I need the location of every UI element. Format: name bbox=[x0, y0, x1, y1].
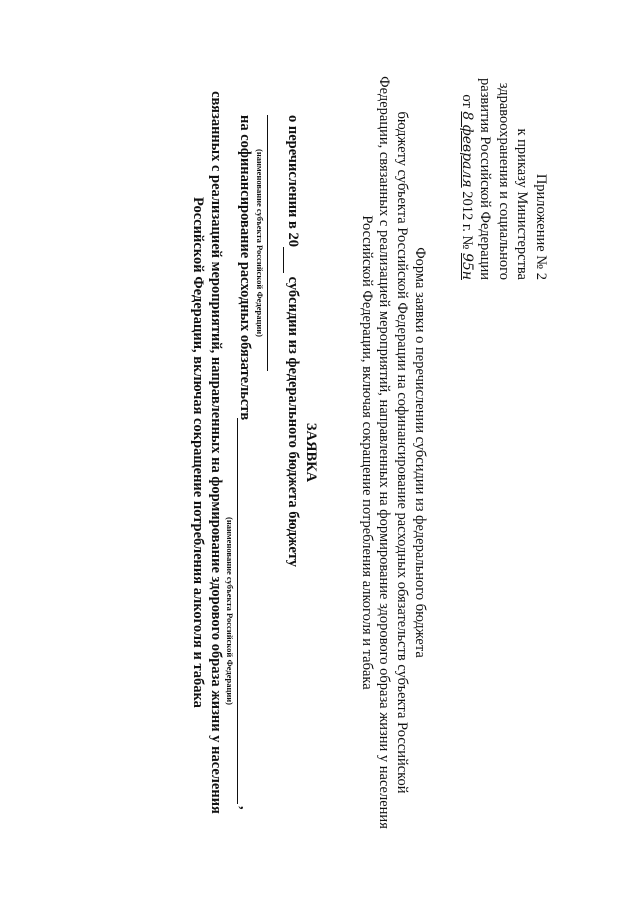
order-year: 2012 г. № bbox=[459, 191, 475, 250]
subject-name-blank-2 bbox=[237, 418, 238, 804]
application-line-1 bbox=[283, 115, 301, 567]
application-line-3: связанных с реализацией мероприятий, направленных на формирование здорового образа жизни у населения bbox=[208, 91, 224, 814]
application-line-4: Российской Федерации, включая сокращение потребления алкоголя и табака bbox=[190, 197, 206, 708]
appendix-line: Приложение № 2 bbox=[533, 173, 549, 280]
application-line-1-end: субсидии из федерального бюджета бюджету bbox=[285, 276, 301, 567]
form-title bbox=[357, 0, 428, 905]
year-blank bbox=[283, 247, 301, 273]
form-title-line: Российской Федерации, включая сокращение потребления алкоголя и табака bbox=[358, 215, 375, 690]
caption-subject-name-2: (наименование субъекта Российской Федерации) bbox=[225, 517, 235, 705]
application-line-1-start: о перечислении в 20 bbox=[285, 115, 301, 247]
application-line-2: на софинансирование расходных обязательств bbox=[237, 115, 253, 421]
appendix-line: здравоохранения и социального bbox=[496, 82, 512, 280]
date-prefix: от bbox=[459, 94, 475, 108]
appendix-line: развития Российской Федерации bbox=[477, 78, 494, 280]
caption-subject-name-1: (наименование субъекта Российской Федерации) bbox=[255, 149, 265, 337]
appendix-header bbox=[458, 78, 551, 280]
subject-name-blank-1 bbox=[267, 115, 268, 371]
appendix-line: к приказу Министерства bbox=[514, 128, 531, 280]
appendix-date-line bbox=[458, 78, 477, 280]
application-heading: ЗАЯВКА bbox=[303, 422, 319, 483]
form-title-line: бюджету субъекта Российской Федерации на софинансирование расходных обязательств субъекта Российской bbox=[394, 111, 411, 794]
handwritten-date: 8 февраля bbox=[459, 111, 475, 188]
comma: , bbox=[237, 806, 253, 810]
form-title-line: Федерации, связанных с реализацией мероприятий, направленных на формирование здорового образа жизни у населения bbox=[376, 76, 393, 829]
handwritten-order-number: 95н bbox=[459, 252, 475, 280]
form-title-line: Форма заявки о перечислении субсидии из федерального бюджета bbox=[412, 247, 428, 658]
